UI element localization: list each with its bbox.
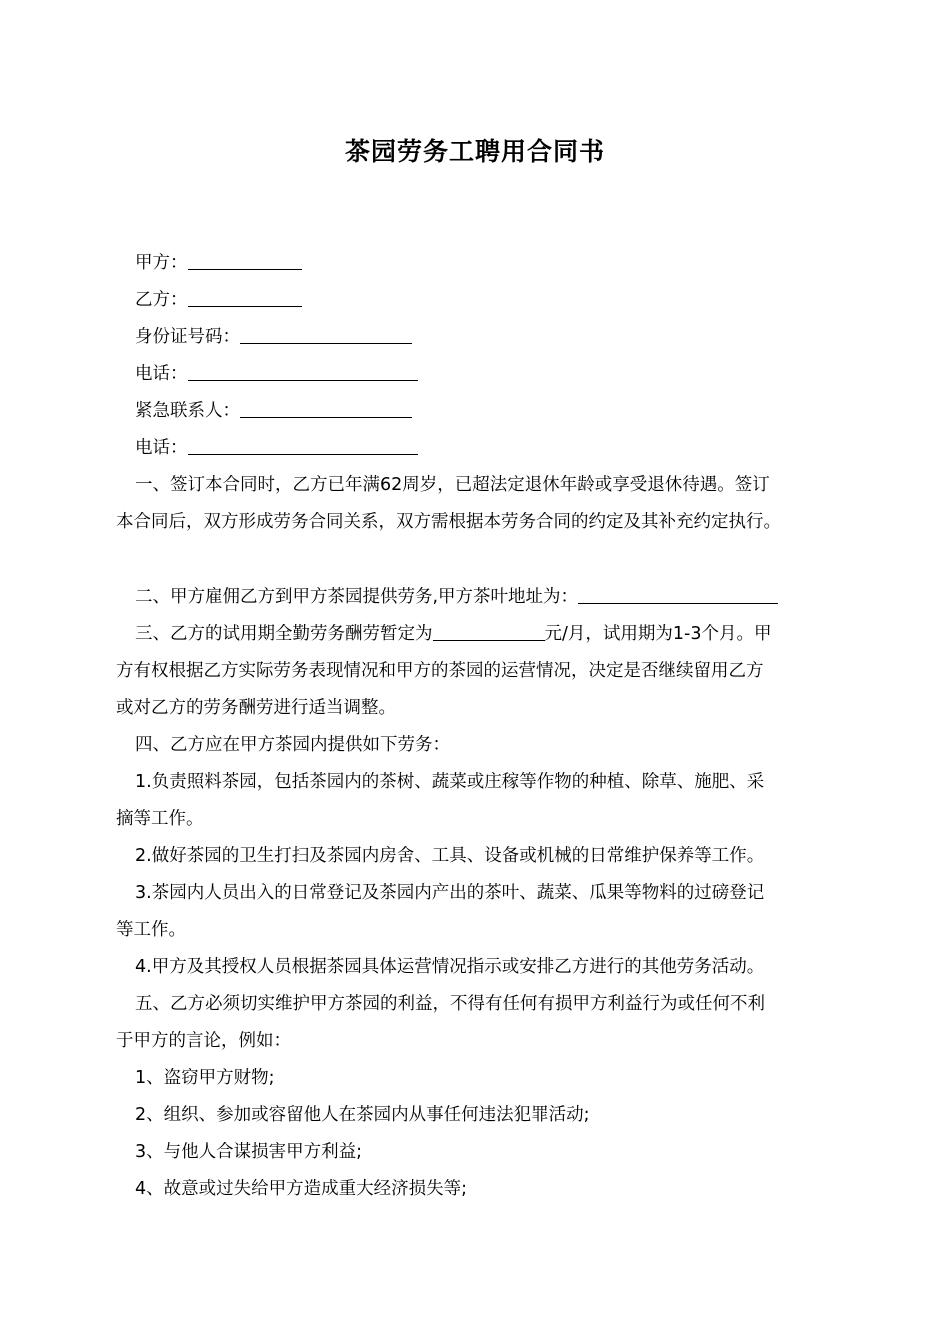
- party-b-blank[interactable]: [188, 288, 302, 307]
- clause-5-item-3: 3、与他人合谋损害甲方利益;: [135, 1142, 363, 1162]
- clause-3-line-1: [116, 616, 846, 653]
- clause-4-item-3-line-1: 3.茶园内人员出入的日常登记及茶园内产出的茶叶、蔬菜、瓜果等物料的过磅登记: [135, 883, 765, 903]
- clause-3-line-2: 方有权根据乙方实际劳务表现情况和甲方的茶园的运营情况，决定是否继续留用乙方: [116, 661, 764, 681]
- phone-label: 电话：: [135, 364, 188, 384]
- tea-address-blank[interactable]: [578, 585, 778, 604]
- emergency-phone-label: 电话：: [135, 438, 188, 458]
- clause-3-line-3: 或对乙方的劳务酬劳进行适当调整。: [116, 698, 396, 718]
- emergency-contact-label: 紧急联系人：: [135, 401, 240, 421]
- id-number-field: [116, 319, 846, 356]
- phone-blank[interactable]: [188, 362, 418, 381]
- clause-5-line-1: 五、乙方必须切实维护甲方茶园的利益，不得有任何有损甲方利益行为或任何不利: [135, 994, 765, 1014]
- clause-5-item-4: 4、故意或过失给甲方造成重大经济损失等;: [135, 1179, 468, 1199]
- phone-field: [116, 356, 846, 393]
- clause-4-heading: 四、乙方应在甲方茶园内提供如下劳务：: [135, 735, 450, 755]
- clause-3-text-a: 三、乙方的试用期全勤劳务酬劳暂定为: [135, 624, 433, 644]
- party-a-blank[interactable]: [188, 251, 302, 270]
- clause-5-line-2: 于甲方的言论，例如：: [116, 1031, 291, 1051]
- party-a-label: 甲方：: [135, 253, 188, 273]
- id-number-label: 身份证号码：: [135, 327, 240, 347]
- clause-5-item-1: 1、盗窃甲方财物;: [135, 1068, 275, 1088]
- clause-3-text-b: 元/月，试用期为1-3个月。甲: [544, 624, 772, 644]
- emergency-phone-blank[interactable]: [188, 436, 418, 455]
- clause-5-item-2: 2、组织、参加或容留他人在茶园内从事任何违法犯罪活动;: [135, 1105, 590, 1125]
- salary-blank[interactable]: [433, 622, 545, 641]
- party-a-field: [116, 245, 846, 282]
- emergency-contact-blank[interactable]: [240, 399, 412, 418]
- paragraph-gap: [116, 541, 846, 579]
- emergency-phone-field: [116, 430, 846, 467]
- party-b-field: [116, 282, 846, 319]
- id-number-blank[interactable]: [240, 325, 412, 344]
- emergency-contact-field: [116, 393, 846, 430]
- document-body: [116, 245, 846, 1208]
- clause-1-line-1: 一、签订本合同时，乙方已年满62周岁，已超法定退休年龄或享受退休待遇。签订: [135, 475, 770, 495]
- document-title: 茶园劳务工聘用合同书: [344, 137, 605, 166]
- clause-4-item-1-line-1: 1.负责照料茶园，包括茶园内的茶树、蔬菜或庄稼等作物的种植、除草、施肥、采: [135, 772, 765, 792]
- clause-2: [116, 579, 846, 616]
- clause-4-item-3-line-2: 等工作。: [116, 920, 186, 940]
- clause-4-item-1-line-2: 摘等工作。: [116, 809, 204, 829]
- clause-1-line-2: 本合同后，双方形成劳务合同关系，双方需根据本劳务合同的约定及其补充约定执行。: [116, 512, 781, 532]
- clause-4-item-2: 2.做好茶园的卫生打扫及茶园内房舍、工具、设备或机械的日常维护保养等工作。: [135, 846, 765, 866]
- clause-2-text: 二、甲方雇佣乙方到甲方茶园提供劳务,甲方茶叶地址为：: [135, 587, 579, 607]
- party-b-label: 乙方：: [135, 290, 188, 310]
- clause-4-item-4: 4.甲方及其授权人员根据茶园具体运营情况指示或安排乙方进行的其他劳务活动。: [135, 957, 765, 977]
